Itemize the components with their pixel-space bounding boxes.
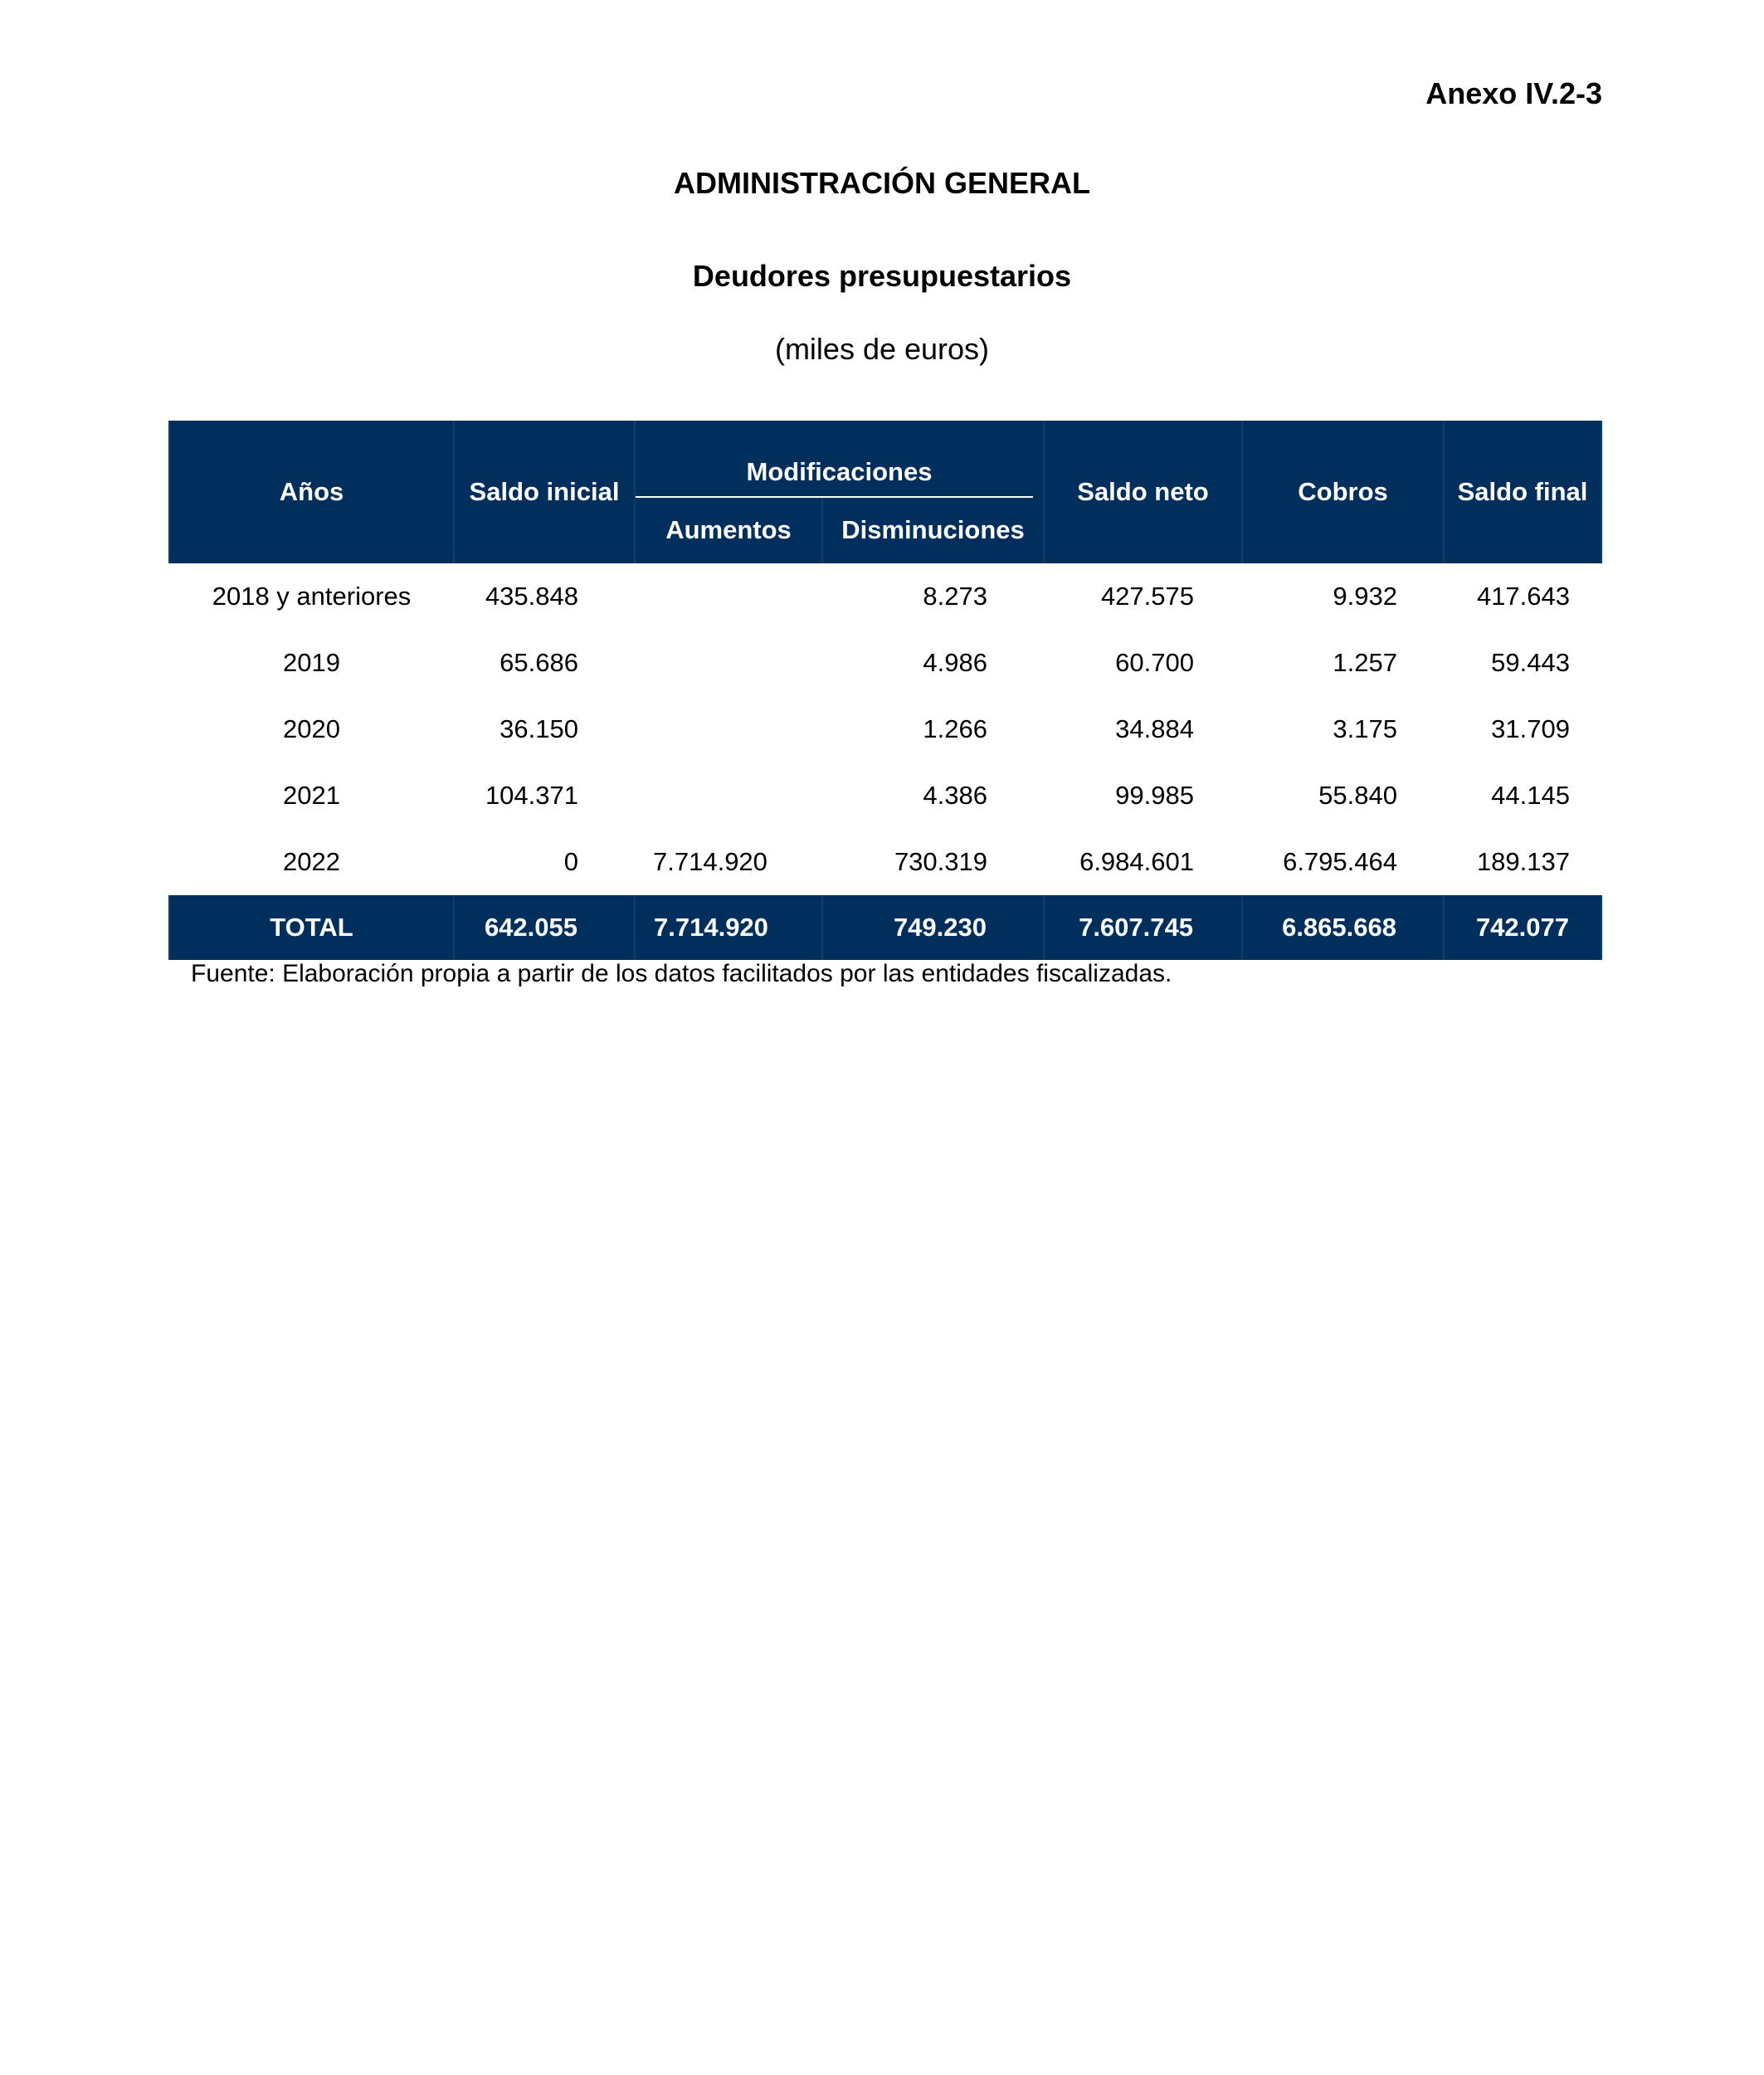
cell-collections: 9.932 bbox=[1333, 582, 1397, 611]
cell-opening: 0 bbox=[563, 847, 578, 876]
cell-collections: 1.257 bbox=[1333, 648, 1397, 677]
cell-year: 2019 bbox=[283, 648, 340, 677]
cell-collections: 6.795.464 bbox=[1283, 847, 1397, 876]
table-row bbox=[169, 630, 1601, 696]
cell-closing: 189.137 bbox=[1476, 847, 1570, 876]
col-header-collections: Cobros bbox=[1242, 421, 1444, 563]
table-total bbox=[169, 895, 1601, 960]
cell-year: 2020 bbox=[283, 714, 340, 743]
cell-increases bbox=[635, 563, 822, 630]
cell-closing: 59.443 bbox=[1491, 648, 1570, 677]
total-increases: 7.714.920 bbox=[635, 895, 822, 960]
annex-label: Anexo IV.2-3 bbox=[1425, 76, 1602, 110]
cell-opening: 36.150 bbox=[499, 714, 578, 743]
cell-decreases: 1.266 bbox=[923, 714, 987, 743]
table-row bbox=[169, 696, 1601, 762]
col-header-net-balance: Saldo neto bbox=[1044, 421, 1242, 563]
cell-net: 60.700 bbox=[1115, 648, 1194, 677]
col-header-closing-balance: Saldo final bbox=[1444, 421, 1601, 563]
col-header-modifications: Modificaciones bbox=[635, 421, 1044, 497]
total-opening: 642.055 bbox=[454, 895, 635, 960]
cell-decreases: 4.986 bbox=[923, 648, 987, 677]
table-body bbox=[169, 563, 1601, 895]
col-header-opening-balance: Saldo inicial bbox=[454, 421, 635, 563]
document-title: ADMINISTRACIÓN GENERAL bbox=[674, 166, 1090, 200]
cell-increases bbox=[635, 762, 822, 829]
cell-closing: 44.145 bbox=[1491, 781, 1570, 810]
cell-collections: 3.175 bbox=[1333, 714, 1397, 743]
table-row bbox=[169, 829, 1601, 895]
total-net: 7.607.745 bbox=[1044, 895, 1242, 960]
cell-opening: 65.686 bbox=[499, 648, 578, 677]
col-header-years: Años bbox=[169, 421, 454, 563]
cell-decreases: 4.386 bbox=[923, 781, 987, 810]
cell-opening: 104.371 bbox=[485, 781, 578, 810]
total-decreases: 749.230 bbox=[822, 895, 1044, 960]
cell-net: 427.575 bbox=[1100, 582, 1194, 611]
cell-net: 99.985 bbox=[1115, 781, 1194, 810]
cell-opening: 435.848 bbox=[485, 582, 578, 611]
total-label: TOTAL bbox=[169, 895, 454, 960]
total-row bbox=[169, 895, 1601, 960]
cell-closing: 31.709 bbox=[1491, 714, 1570, 743]
col-header-decreases: Disminuciones bbox=[822, 497, 1044, 563]
cell-net: 34.884 bbox=[1115, 714, 1194, 743]
cell-net: 6.984.601 bbox=[1079, 847, 1194, 876]
cell-decreases: 8.273 bbox=[923, 582, 987, 611]
table-header bbox=[169, 421, 1601, 563]
table-row bbox=[169, 762, 1601, 829]
table-subtitle: Deudores presupuestarios bbox=[692, 259, 1072, 293]
units-label: (miles de euros) bbox=[774, 332, 990, 366]
cell-year: 2021 bbox=[283, 781, 340, 810]
cell-year: 2022 bbox=[283, 847, 340, 876]
total-closing: 742.077 bbox=[1444, 895, 1601, 960]
source-note: Fuente: Elaboración propia a partir de los datos facilitados por las entidades fiscalizadas. bbox=[191, 960, 1172, 987]
cell-increases: 7.714.920 bbox=[653, 847, 767, 876]
cell-collections: 55.840 bbox=[1318, 781, 1397, 810]
cell-increases bbox=[635, 696, 822, 762]
cell-decreases: 730.319 bbox=[894, 847, 987, 876]
col-header-increases: Aumentos bbox=[635, 497, 822, 563]
cell-closing: 417.643 bbox=[1476, 582, 1570, 611]
budget-debtors-table bbox=[168, 421, 1602, 960]
total-collections: 6.865.668 bbox=[1242, 895, 1444, 960]
cell-year: 2018 y anteriores bbox=[212, 582, 412, 611]
table-row bbox=[169, 563, 1601, 630]
cell-increases bbox=[635, 630, 822, 696]
